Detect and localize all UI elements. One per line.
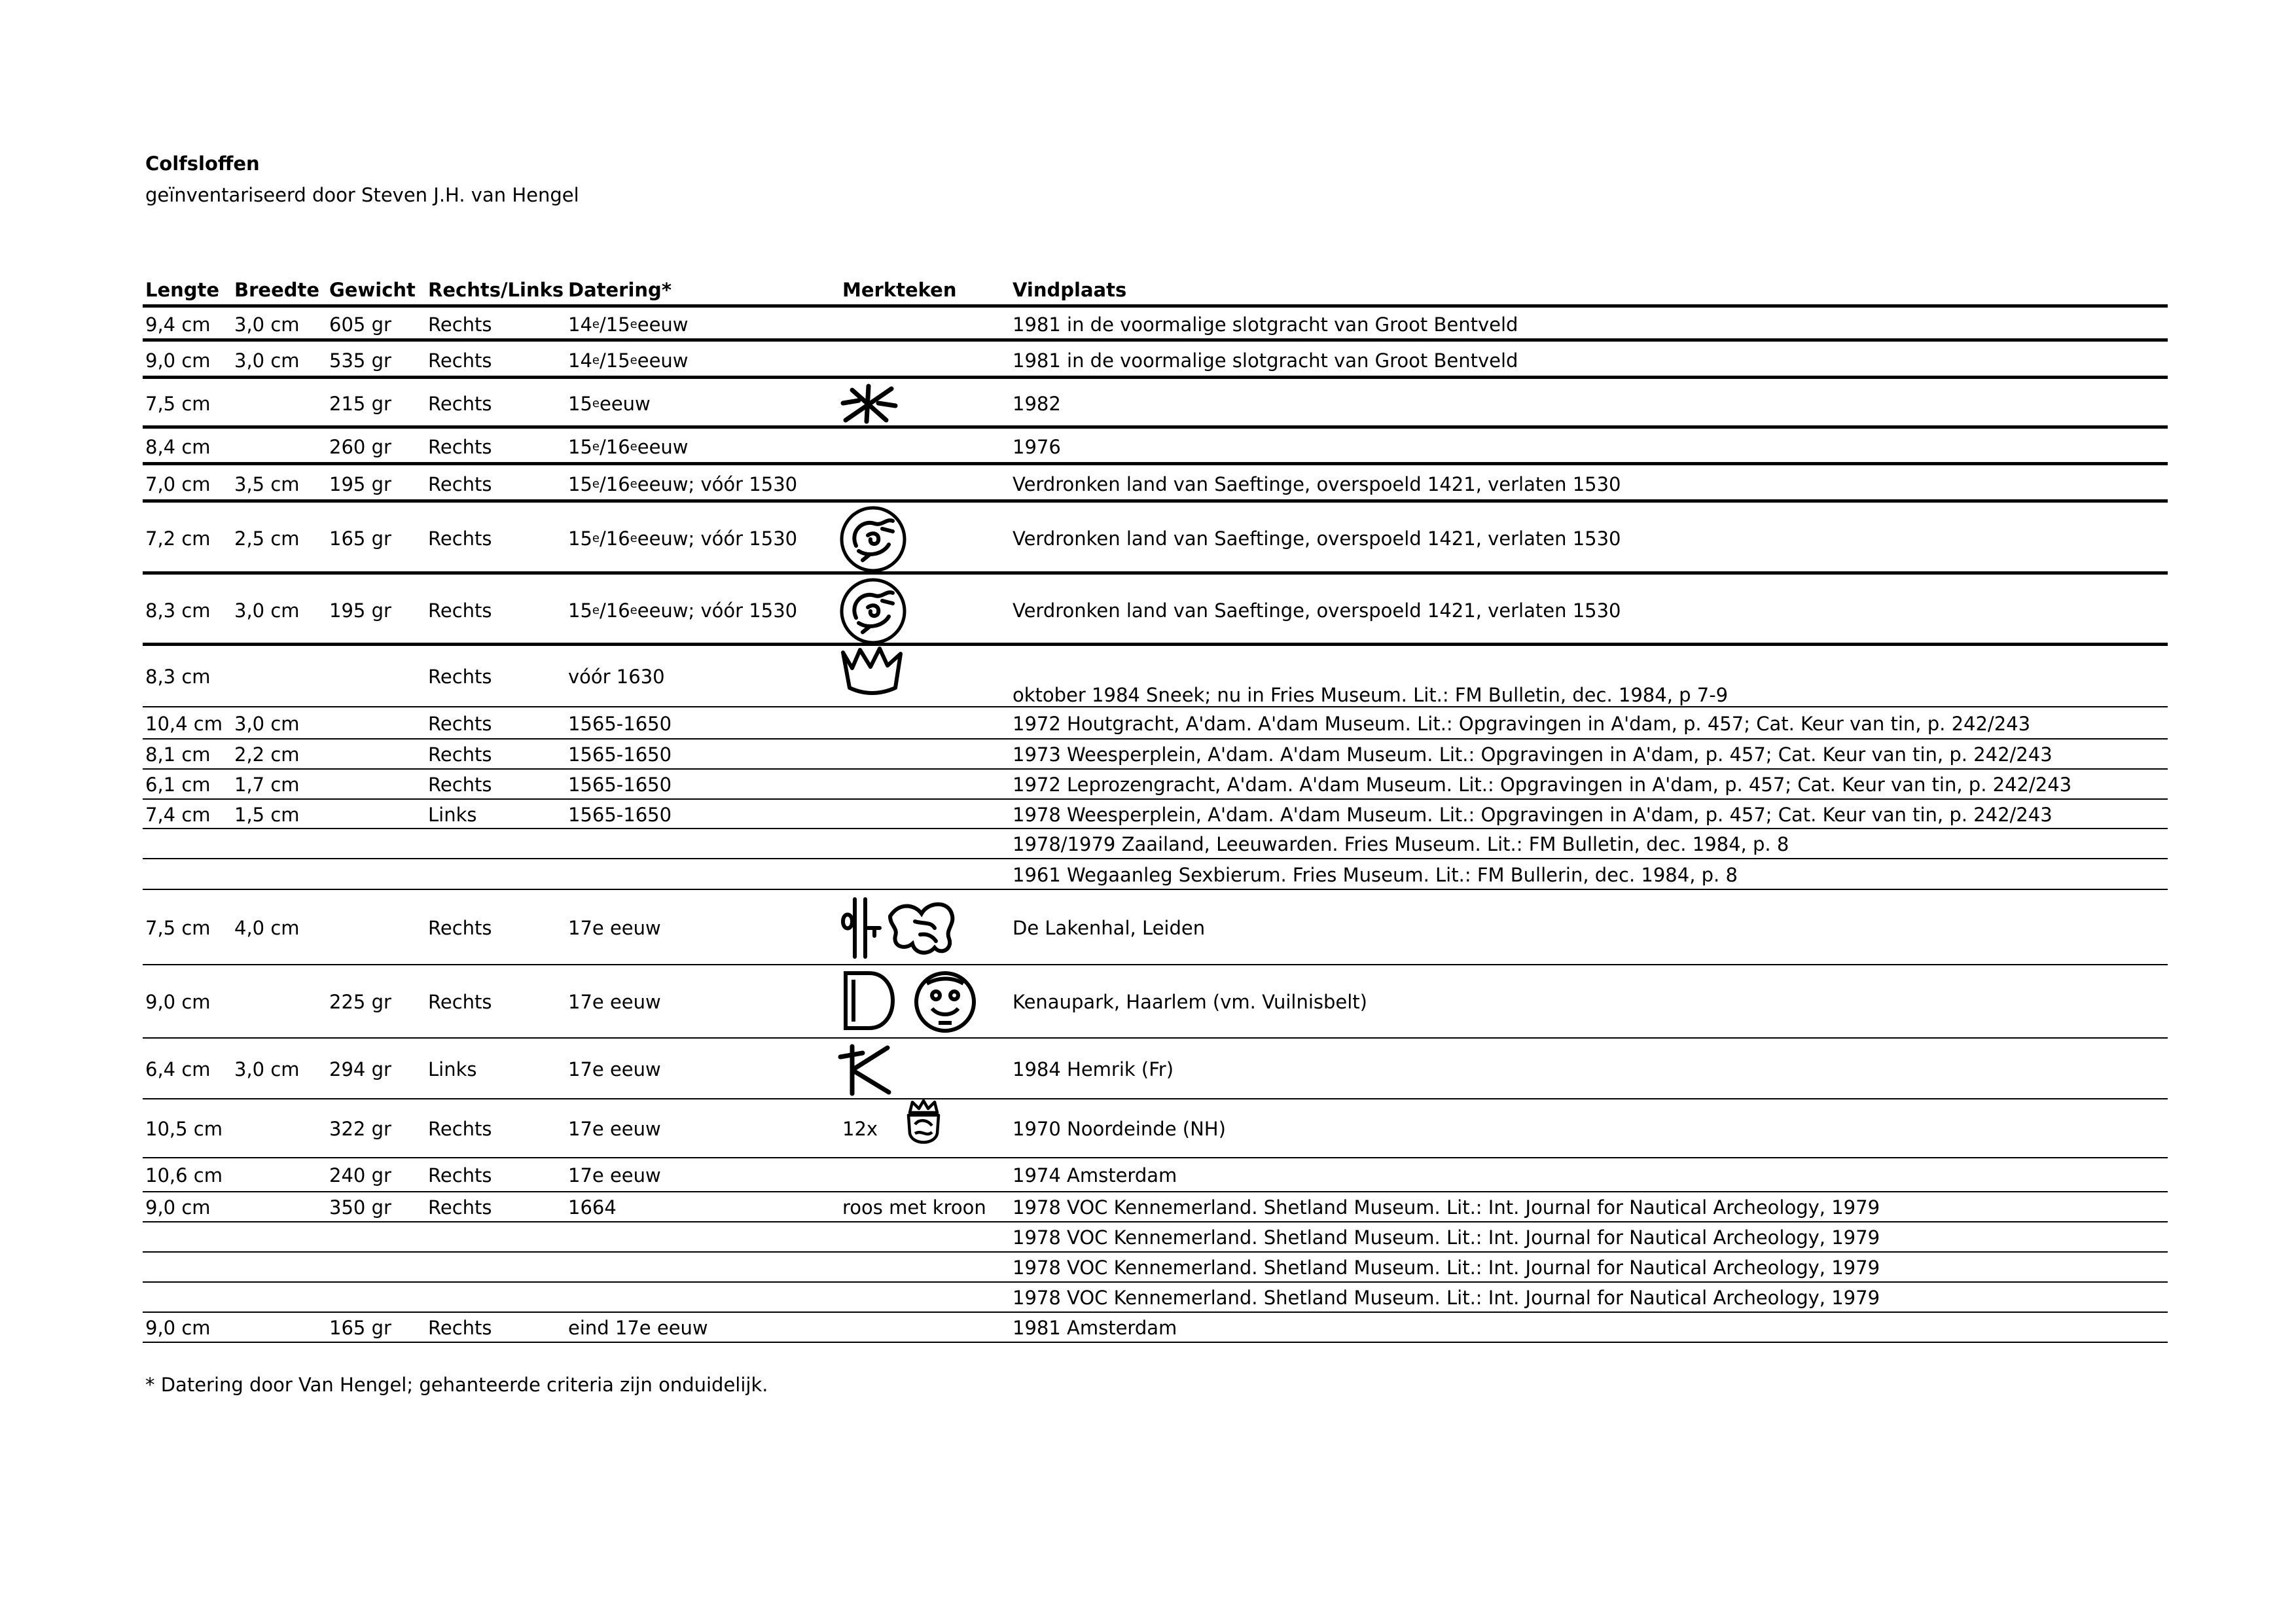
cell-datering: 17e eeuw bbox=[568, 1118, 661, 1140]
bird-roundel-icon bbox=[836, 505, 910, 576]
cell-gewicht: 195 gr bbox=[329, 599, 391, 622]
table-row bbox=[143, 800, 2168, 829]
cell-vindplaats: Verdronken land van Saeftinge, overspoeld 1421, verlaten 1530 bbox=[1013, 599, 1621, 622]
cell-gewicht: 322 gr bbox=[329, 1118, 391, 1140]
cell-datering: 15 e /16 e eeuw; vóór 1530 bbox=[568, 473, 798, 495]
cell-rechts-links: Rechts bbox=[428, 599, 492, 622]
cell-vindplaats: 1961 Wegaanleg Sexbierum. Fries Museum. Lit.: FM Bullerin, dec. 1984, p. 8 bbox=[1013, 863, 1738, 886]
cell-datering: 14 e /15 e eeuw bbox=[568, 313, 689, 336]
cell-lengte: 9,0 cm bbox=[145, 1196, 211, 1219]
table-row bbox=[143, 1192, 2168, 1222]
cell-rechts-links: Rechts bbox=[428, 743, 492, 766]
cell-vindplaats: Verdronken land van Saeftinge, overspoeld 1421, verlaten 1530 bbox=[1013, 473, 1621, 495]
cell-rechts-links: Rechts bbox=[428, 436, 492, 458]
cell-lengte: 7,4 cm bbox=[145, 803, 211, 826]
cell-lengte: 9,0 cm bbox=[145, 349, 211, 372]
cell-vindplaats: 1973 Weesperplein, A'dam. A'dam Museum. Lit.: Opgravingen in A'dam, p. 457; Cat. Keur van tin, p. 242/243 bbox=[1013, 743, 2053, 766]
crown-icon bbox=[838, 646, 906, 701]
cell-rechts-links: Rechts bbox=[428, 1196, 492, 1219]
cell-datering: 1565-1650 bbox=[568, 774, 672, 796]
cell-lengte: 6,1 cm bbox=[145, 774, 211, 796]
cell-lengte: 7,2 cm bbox=[145, 527, 211, 550]
table-row bbox=[143, 1313, 2168, 1343]
cell-vindplaats: 1981 in de voormalige slotgracht van Groot Bentveld bbox=[1013, 313, 1518, 336]
table-row bbox=[143, 1222, 2168, 1253]
star-mark-icon bbox=[839, 381, 898, 429]
cell-rechts-links: Rechts bbox=[428, 473, 492, 495]
col-header-datering: Datering* bbox=[568, 279, 672, 301]
leiden-keys-lion-icon bbox=[836, 895, 965, 963]
cell-vindplaats: 1976 bbox=[1013, 436, 1061, 458]
cell-gewicht: 350 gr bbox=[329, 1196, 391, 1219]
cell-gewicht: 165 gr bbox=[329, 527, 391, 550]
cell-vindplaats: 1972 Houtgracht, A'dam. A'dam Museum. Lit.: Opgravingen in A'dam, p. 457; Cat. Keur van tin, p. 242/243 bbox=[1013, 712, 2031, 735]
cell-lengte: 9,4 cm bbox=[145, 313, 211, 336]
cell-breedte: 2,2 cm bbox=[234, 743, 300, 766]
cell-rechts-links: Rechts bbox=[428, 712, 492, 735]
cell-datering: 17e eeuw bbox=[568, 991, 661, 1013]
table-row bbox=[143, 465, 2168, 503]
table-row bbox=[143, 829, 2168, 859]
cell-datering: 15 e /16 e eeuw; vóór 1530 bbox=[568, 599, 798, 622]
table-row bbox=[143, 965, 2168, 1039]
cell-vindplaats: 1981 Amsterdam bbox=[1013, 1317, 1177, 1339]
cell-rechts-links: Rechts bbox=[428, 349, 492, 372]
table-row bbox=[143, 859, 2168, 890]
table-row bbox=[143, 1158, 2168, 1192]
cell-vindplaats: De Lakenhal, Leiden bbox=[1013, 916, 1206, 939]
cell-merkteken: roos met kroon bbox=[842, 1196, 986, 1219]
cell-lengte: 10,4 cm bbox=[145, 712, 223, 735]
bird-roundel-icon bbox=[836, 577, 910, 648]
table-row bbox=[143, 770, 2168, 800]
cell-datering: vóór 1630 bbox=[568, 666, 665, 688]
cell-rechts-links: Rechts bbox=[428, 1164, 492, 1186]
cell-vindplaats: Verdronken land van Saeftinge, overspoeld 1421, verlaten 1530 bbox=[1013, 527, 1621, 550]
cell-vindplaats: oktober 1984 Sneek; nu in Fries Museum. Lit.: FM Bulletin, dec. 1984, p 7-9 bbox=[1013, 684, 1729, 706]
table-row bbox=[143, 1283, 2168, 1313]
cell-lengte: 8,1 cm bbox=[145, 743, 211, 766]
table-row bbox=[143, 575, 2168, 646]
table-row bbox=[143, 342, 2168, 379]
cell-vindplaats: 1974 Amsterdam bbox=[1013, 1164, 1177, 1186]
cell-rechts-links: Rechts bbox=[428, 1118, 492, 1140]
table-row bbox=[143, 1099, 2168, 1158]
cell-breedte: 1,5 cm bbox=[234, 803, 300, 826]
cell-lengte: 7,5 cm bbox=[145, 916, 211, 939]
cell-lengte: 9,0 cm bbox=[145, 1317, 211, 1339]
cell-datering: 15 e /16 e eeuw bbox=[568, 436, 689, 458]
cell-breedte: 3,5 cm bbox=[234, 473, 300, 495]
table-row bbox=[143, 429, 2168, 465]
cell-datering: 14 e /15 e eeuw bbox=[568, 349, 689, 372]
cell-datering: 17e eeuw bbox=[568, 1058, 661, 1080]
row-rule bbox=[143, 1342, 2168, 1343]
cell-datering: 1664 bbox=[568, 1196, 617, 1219]
cell-lengte: 8,3 cm bbox=[145, 599, 211, 622]
cell-gewicht: 165 gr bbox=[329, 1317, 391, 1339]
cell-vindplaats: 1984 Hemrik (Fr) bbox=[1013, 1058, 1174, 1080]
cell-breedte: 3,0 cm bbox=[234, 712, 300, 735]
col-header-breedte: Breedte bbox=[234, 279, 320, 301]
cell-gewicht: 195 gr bbox=[329, 473, 391, 495]
cell-vindplaats: 1978 Weesperplein, A'dam. A'dam Museum. Lit.: Opgravingen in A'dam, p. 457; Cat. Keur van tin, p. 242/243 bbox=[1013, 803, 2053, 826]
cell-vindplaats: 1972 Leprozengracht, A'dam. A'dam Museum. Lit.: Opgravingen in A'dam, p. 457; Cat. Keur van tin, p. 242/243 bbox=[1013, 774, 2072, 796]
cell-datering: 15 e eeuw bbox=[568, 393, 651, 415]
cell-rechts-links: Rechts bbox=[428, 1317, 492, 1339]
cell-gewicht: 240 gr bbox=[329, 1164, 391, 1186]
cell-breedte: 3,0 cm bbox=[234, 599, 300, 622]
crowned-shield-icon bbox=[903, 1099, 944, 1152]
document-title: Colfsloffen bbox=[145, 152, 260, 175]
cell-rechts-links: Rechts bbox=[428, 393, 492, 415]
cell-gewicht: 215 gr bbox=[329, 393, 391, 415]
table-row bbox=[143, 890, 2168, 965]
cell-lengte: 6,4 cm bbox=[145, 1058, 211, 1080]
cell-vindplaats: 1981 in de voormalige slotgracht van Groot Bentveld bbox=[1013, 349, 1518, 372]
cell-vindplaats: Kenaupark, Haarlem (vm. Vuilnisbelt) bbox=[1013, 991, 1367, 1013]
cell-breedte: 3,0 cm bbox=[234, 313, 300, 336]
cell-gewicht: 535 gr bbox=[329, 349, 391, 372]
cell-lengte: 7,0 cm bbox=[145, 473, 211, 495]
col-header-vindplaats: Vindplaats bbox=[1013, 279, 1127, 301]
table-row bbox=[143, 379, 2168, 429]
col-header-rechts-links: Rechts/Links bbox=[428, 279, 564, 301]
cell-rechts-links: Rechts bbox=[428, 313, 492, 336]
cell-rechts-links: Links bbox=[428, 1058, 477, 1080]
table-row bbox=[143, 646, 2168, 707]
cell-gewicht: 605 gr bbox=[329, 313, 391, 336]
cell-datering: 15 e /16 e eeuw; vóór 1530 bbox=[568, 527, 798, 550]
footnote: * Datering door Van Hengel; gehanteerde criteria zijn onduidelijk. bbox=[145, 1374, 768, 1396]
cell-rechts-links: Links bbox=[428, 803, 477, 826]
cell-lengte: 8,4 cm bbox=[145, 436, 211, 458]
cell-lengte: 10,5 cm bbox=[145, 1118, 223, 1140]
cell-rechts-links: Rechts bbox=[428, 774, 492, 796]
letter-d-face-icon bbox=[840, 968, 979, 1036]
cell-gewicht: 294 gr bbox=[329, 1058, 391, 1080]
col-header-merkteken: Merkteken bbox=[842, 279, 957, 301]
cell-vindplaats: 1978 VOC Kennemerland. Shetland Museum. Lit.: Int. Journal for Nautical Archeology, 1979 bbox=[1013, 1196, 1880, 1219]
cell-breedte: 4,0 cm bbox=[234, 916, 300, 939]
cell-datering: 1565-1650 bbox=[568, 743, 672, 766]
cell-datering: 1565-1650 bbox=[568, 803, 672, 826]
cell-lengte: 9,0 cm bbox=[145, 991, 211, 1013]
cell-breedte: 1,7 cm bbox=[234, 774, 300, 796]
cell-vindplaats: 1978/1979 Zaailand, Leeuwarden. Fries Museum. Lit.: FM Bulletin, dec. 1984, p. 8 bbox=[1013, 833, 1789, 855]
cell-vindplaats: 1978 VOC Kennemerland. Shetland Museum. Lit.: Int. Journal for Nautical Archeology, 1979 bbox=[1013, 1287, 1880, 1309]
col-header-gewicht: Gewicht bbox=[329, 279, 416, 301]
cell-breedte: 2,5 cm bbox=[234, 527, 300, 550]
cell-gewicht: 225 gr bbox=[329, 991, 391, 1013]
cell-rechts-links: Rechts bbox=[428, 527, 492, 550]
cell-vindplaats: 1978 VOC Kennemerland. Shetland Museum. Lit.: Int. Journal for Nautical Archeology, 1979 bbox=[1013, 1257, 1880, 1279]
cell-lengte: 7,5 cm bbox=[145, 393, 211, 415]
table-row bbox=[143, 503, 2168, 575]
document-subtitle: geïnventariseerd door Steven J.H. van Hengel bbox=[145, 184, 579, 206]
cell-breedte: 3,0 cm bbox=[234, 1058, 300, 1080]
cell-datering: 1565-1650 bbox=[568, 712, 672, 735]
cell-datering: 17e eeuw bbox=[568, 916, 661, 939]
cell-lengte: 8,3 cm bbox=[145, 666, 211, 688]
cell-breedte: 3,0 cm bbox=[234, 349, 300, 372]
table-row bbox=[143, 707, 2168, 740]
cell-vindplaats: 1970 Noordeinde (NH) bbox=[1013, 1118, 1226, 1140]
cell-rechts-links: Rechts bbox=[428, 666, 492, 688]
table-row bbox=[143, 1253, 2168, 1283]
cell-rechts-links: Rechts bbox=[428, 916, 492, 939]
table-row bbox=[143, 308, 2168, 342]
col-header-lengte: Lengte bbox=[145, 279, 220, 301]
cell-lengte: 10,6 cm bbox=[145, 1164, 223, 1186]
cell-datering: 17e eeuw bbox=[568, 1164, 661, 1186]
cell-vindplaats: 1978 VOC Kennemerland. Shetland Museum. Lit.: Int. Journal for Nautical Archeology, 1979 bbox=[1013, 1226, 1880, 1249]
table-row bbox=[143, 1039, 2168, 1099]
cell-datering: eind 17e eeuw bbox=[568, 1317, 708, 1339]
cell-gewicht: 260 gr bbox=[329, 436, 391, 458]
cell-merkteken: 12x bbox=[842, 1118, 878, 1140]
cell-rechts-links: Rechts bbox=[428, 991, 492, 1013]
table-row bbox=[143, 740, 2168, 770]
branch-mark-icon bbox=[836, 1041, 893, 1099]
cell-vindplaats: 1982 bbox=[1013, 393, 1061, 415]
